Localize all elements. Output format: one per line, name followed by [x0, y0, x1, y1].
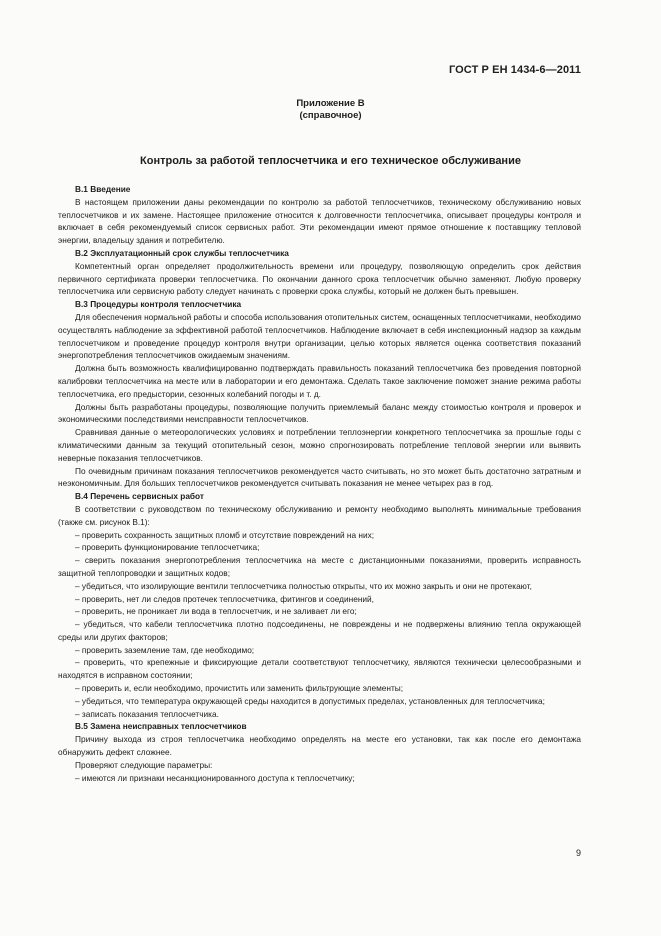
list-item: – имеются ли признаки несанкционированного доступа к теплосчетчику;: [75, 772, 355, 783]
paragraph: Причину выхода из строя теплосчетчика необходимо определять на месте его установки, так как после его демонтажа обнаружить дефект сложнее.: [58, 734, 581, 758]
appendix-title: Контроль за работой теплосчетчика и его техническое обслуживание: [140, 155, 521, 167]
standard-header: ГОСТ Р ЕН 1434-6—2011: [448, 64, 581, 76]
paragraph: – убедиться, что температура окружающей среды находится в допустимых пределах, установленных для теплосчетчика;: [75, 695, 545, 706]
list-item: – проверить и, если необходимо, прочистить или заменить фильтрующие элементы;: [75, 683, 404, 694]
appendix-label: Приложение В: [296, 98, 365, 109]
section-heading: В.4 Перечень сервисных работ: [75, 491, 204, 502]
body-text: [58, 183, 581, 784]
appendix-heading: [0, 98, 661, 121]
list-item: – проверить сохранность защитных пломб и отсутствие повреждений на них;: [75, 529, 375, 540]
paragraph: – убедиться, что кабели теплосчетчика плотно подсоединены, не повреждены и не подвержены влиянию тепла окружающей среды или других факторов;: [58, 619, 581, 642]
section-heading: В.1 Введение: [75, 184, 131, 194]
paragraph: Компетентный орган определяет продолжительность времени или процедуру, позволяющую определить срок действия первичного сертификата проверки теплосчетчика. По окончании данного срока теплосчетчик обычно заменяют. Любую проверку теплосчетчика или сервисную работу следует начинать с проверки срока службы, который не должен быть превышен.: [58, 260, 581, 297]
appendix-type: (справочное): [299, 109, 362, 121]
list-item: – проверить функционирование теплосчетчика;: [75, 542, 260, 553]
list-item: – проверить, не проникает ли вода в теплосчетчик, и не заливает ли его;: [75, 606, 357, 617]
section-heading: В.3 Процедуры контроля теплосчетчика: [75, 299, 242, 310]
paragraph: Сравнивая данные о метеорологических условиях и потреблении теплоэнергии конкретного теплосчетчика за прошлые годы с климатическими данным за текущий отопительный сезон, можно спрогнозировать потребление тепловой энергии или выявить неверные показания теплосчетчиков.: [58, 427, 581, 463]
list-item: – проверить, нет ли следов протечек теплосчетчика, фитингов и соединений,: [75, 593, 374, 604]
list-item: Проверяют следующие параметры:: [75, 759, 213, 770]
paragraph: – убедиться, что изолирующие вентили теплосчетчика полностью открыты, что их можно закрыть и они не протекают,: [75, 580, 532, 591]
paragraph: – проверить, что крепежные и фиксирующие детали соответствуют теплосчетчику, являются технически целесообразными и находятся в исправном состоянии;: [58, 657, 581, 681]
paragraph: По очевидным причинам показания теплосчетчиков рекомендуется часто считывать, но это может быть достаточно затратным и неэкономичным. Для больших теплосчетчиков рекомендуется считывать показания не менее четырех раз в год.: [58, 465, 581, 489]
section-heading: В.2 Эксплуатационный срок службы теплосчетчика: [75, 247, 289, 258]
paragraph: Должны быть разработаны процедуры, позволяющие получить приемлемый баланс между стоимостью контроля и проверок и экономическими последствиями неисправности теплосчетчиков.: [58, 401, 581, 425]
list-item: – записать показания теплосчетчика.: [75, 708, 219, 719]
paragraph: Должна быть возможность квалифицированно подтверждать правильность показаний теплосчетчика без проведения повторной калибровки теплосчетчика на месте или в лаборатории и его демонтажа. Сделать такое заключение поможет знание режима работы теплосчетчика, его предыстории, сезонных колебаний погоды и т. д.: [58, 363, 581, 399]
page-number: 9: [576, 848, 582, 858]
section-heading: В.5 Замена неисправных теплосчетчиков: [75, 721, 247, 732]
paragraph: – сверить показания энергопотребления теплосчетчика на месте с дистанционными показаниями, проверить исправность защитной теплопроводки и защитных кодов;: [58, 555, 581, 578]
paragraph: Для обеспечения нормальной работы и способа использования отопительных систем, оснащенных теплосчетчиками, необходимо осуществлять наблюдение за эффективной работой теплосчетчиков. Наблюдение включает в себя инспекционный надзор за каждым теплосчетчиком и проведение процедур контроля внутри организации, целью которых является оценка соответствия показаний энергопотребления теплосчетчиков ожидаемым значениям.: [58, 311, 581, 361]
paragraph: В соответствии с руководством по техническому обслуживанию и ремонту необходимо выполнять минимальные требования (также см. рисунок В.1):: [58, 503, 581, 527]
paragraph: В настоящем приложении даны рекомендации по контролю за работой теплосчетчиков, техническому обслуживанию новых теплосчетчиков и их замене. Настоящее приложение относится к долговечности теплосчетчика, описывает процедуры контроля и включает в себя рекомендуемый список сервисных работ. Эти рекомендации имеют прямое отношение к поставщику тепловой энергии, владельцу здания и потребителю.: [58, 196, 581, 246]
list-item: – проверить заземление там, где необходимо;: [75, 644, 255, 655]
